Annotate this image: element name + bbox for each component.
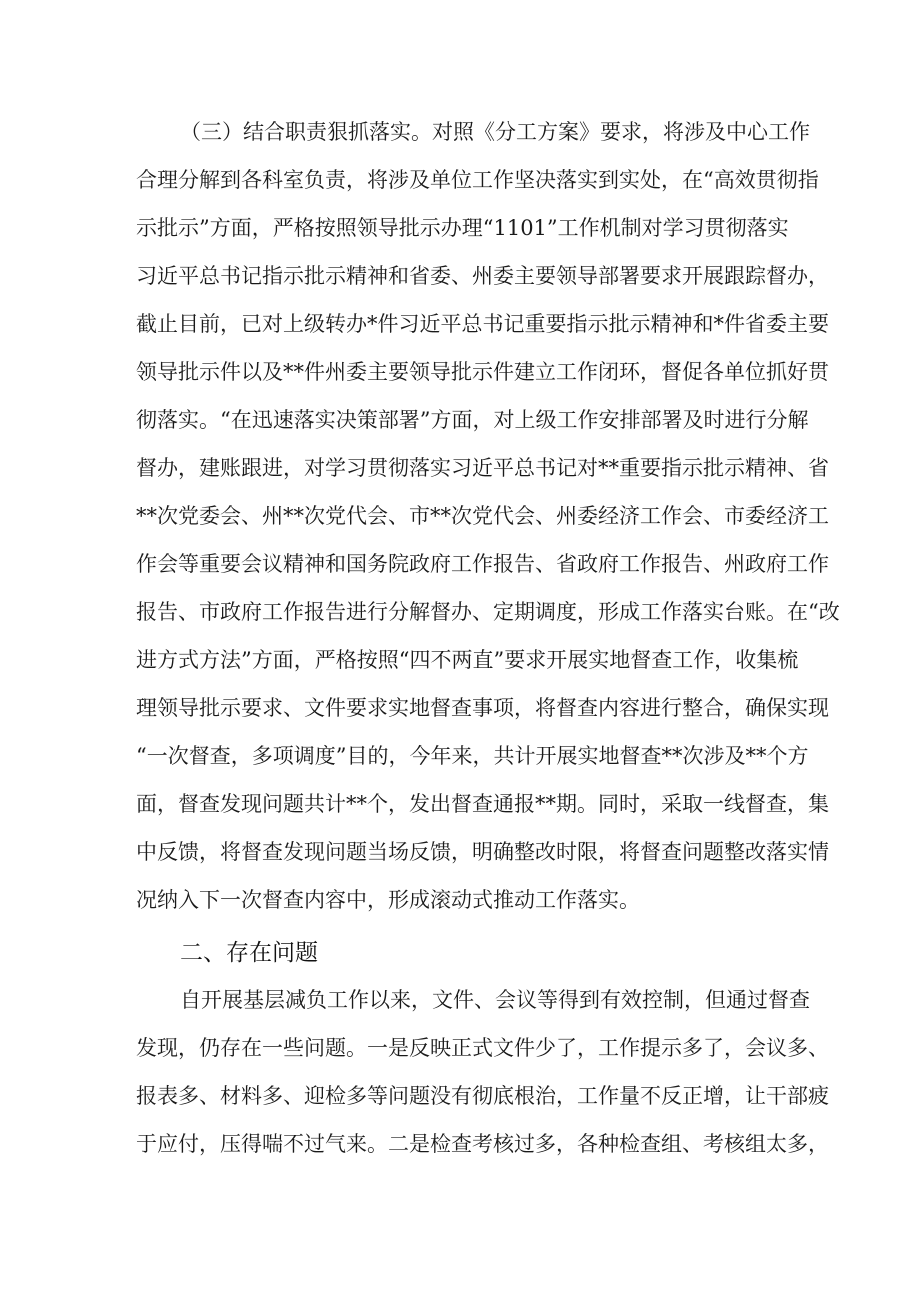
paragraph-line: 报表多、材料多、迎检多等问题没有彻底根治，工作量不反正增，让干部疲 [136, 1084, 829, 1108]
paragraph-line: （三）结合职责狠抓落实。对照《分工方案》要求，将涉及中心工作 [180, 120, 810, 144]
paragraph-line: 面，督查发现问题共计**个，发出督查通报**期。同时，采取一线督查，集 [136, 792, 829, 816]
paragraph-line: 于应付，压得喘不过气来。二是检查考核过多，各种检查组、考核组太多， [136, 1132, 829, 1156]
paragraph-line: 进方式方法”方面，严格按照“四不两直”要求开展实地督查工作，收集梳 [136, 648, 799, 672]
paragraph-line: 领导批示件以及**件州委主要领导批示件建立工作闭环，督促各单位抓好贯 [136, 360, 829, 384]
paragraph-line: 示批示”方面，严格按照领导批示办理“1101”工作机制对学习贯彻落实 [136, 216, 789, 240]
paragraph-line: 督办，建账跟进，对学习贯彻落实习近平总书记对**重要指示批示精神、省 [136, 456, 829, 480]
paragraph-line: 作会等重要会议精神和国务院政府工作报告、省政府工作报告、州政府工作 [136, 552, 829, 576]
paragraph-line: 习近平总书记指示批示精神和省委、州委主要领导部署要求开展跟踪督办， [136, 264, 829, 288]
section-heading: 二、存在问题 [180, 940, 318, 966]
paragraph-line: 中反馈，将督查发现问题当场反馈，明确整改时限，将督查问题整改落实情 [136, 840, 829, 864]
paragraph-line: 发现，仍存在一些问题。一是反映正式文件少了，工作提示多了，会议多、 [136, 1036, 829, 1060]
paragraph-line: **次党委会、州**次党代会、市**次党代会、州委经济工作会、市委经济工 [136, 504, 829, 528]
paragraph-line: 况纳入下一次督查内容中，形成滚动式推动工作落实。 [136, 888, 640, 912]
paragraph-line: 彻落实。“在迅速落实决策部署”方面，对上级工作安排部署及时进行分解 [136, 408, 809, 432]
paragraph-line: 理领导批示要求、文件要求实地督查事项，将督查内容进行整合，确保实现 [136, 696, 829, 720]
paragraph-line: 自开展基层减负工作以来，文件、会议等得到有效控制，但通过督查 [180, 988, 810, 1012]
paragraph-line: 合理分解到各科室负责，将涉及单位工作坚决落实到实处，在“高效贯彻指 [136, 168, 819, 192]
paragraph-line: “一次督查，多项调度”目的，今年来，共计开展实地督查**次涉及**个方 [136, 744, 809, 768]
paragraph-line: 截止目前，已对上级转办*件习近平总书记重要指示批示精神和*件省委主要 [136, 312, 829, 336]
paragraph-line: 报告、市政府工作报告进行分解督办、定期调度，形成工作落实台账。在“改 [136, 600, 840, 624]
